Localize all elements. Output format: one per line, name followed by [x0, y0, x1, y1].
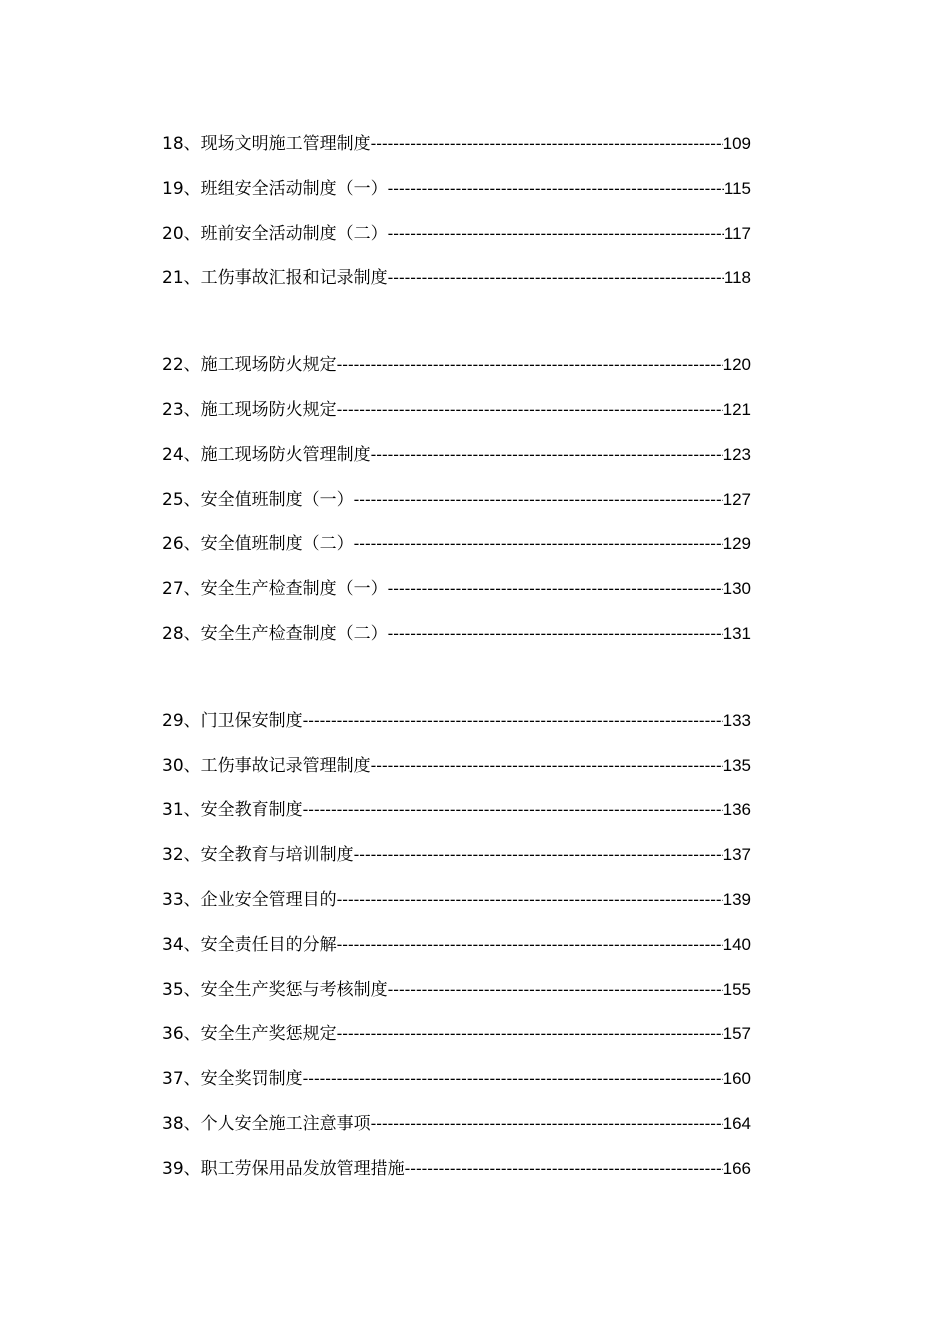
toc-entry[interactable]	[162, 218, 751, 263]
toc-entry[interactable]	[162, 573, 751, 618]
entry-number: 36、	[162, 1024, 201, 1045]
entry-number: 39、	[162, 1158, 201, 1179]
dot-leader	[337, 394, 723, 426]
entry-page-number: 160	[722, 1069, 751, 1089]
dot-leader	[388, 218, 724, 250]
entry-number: 29、	[162, 710, 201, 731]
entry-page-number: 139	[722, 889, 751, 909]
dot-leader	[337, 884, 723, 916]
entry-title: 安全值班制度（二）	[200, 534, 354, 555]
dot-leader	[388, 573, 723, 605]
entry-number: 19、	[162, 178, 201, 199]
dot-leader	[388, 262, 724, 294]
entry-title: 安全责任目的分解	[200, 934, 337, 955]
toc-entry[interactable]	[162, 750, 751, 795]
entry-title: 安全教育制度	[200, 800, 303, 821]
entry-page-number: 115	[723, 178, 751, 198]
entry-title: 安全生产检查制度（一）	[200, 579, 388, 600]
toc-entry[interactable]	[162, 349, 751, 394]
toc-entry[interactable]	[162, 618, 751, 663]
entry-number: 23、	[162, 399, 201, 420]
dot-leader	[371, 128, 723, 160]
entry-title: 施工现场防火管理制度	[200, 444, 371, 465]
toc-entry[interactable]	[162, 974, 751, 1019]
entry-number: 22、	[162, 355, 201, 376]
entry-number: 27、	[162, 579, 201, 600]
entry-page-number: 136	[722, 800, 751, 820]
dot-leader	[388, 974, 723, 1006]
entry-number: 28、	[162, 623, 201, 644]
entry-number: 34、	[162, 934, 201, 955]
entry-page-number: 121	[722, 399, 751, 419]
toc-entry[interactable]	[162, 394, 751, 439]
entry-title: 班组安全活动制度（一）	[200, 178, 388, 199]
dot-leader	[337, 349, 723, 381]
entry-page-number: 135	[722, 755, 751, 775]
entry-number: 18、	[162, 134, 201, 154]
entry-number: 20、	[162, 223, 201, 244]
dot-leader	[388, 618, 723, 650]
toc-group	[162, 705, 751, 1198]
entry-number: 38、	[162, 1113, 201, 1134]
toc-entry[interactable]	[162, 128, 751, 173]
toc-entry[interactable]	[162, 1063, 751, 1108]
toc-entry[interactable]	[162, 173, 751, 218]
entry-page-number: 155	[722, 979, 751, 999]
dot-leader	[303, 705, 723, 737]
entry-page-number: 166	[722, 1158, 751, 1178]
entry-page-number: 140	[722, 934, 751, 954]
dot-leader	[337, 1018, 723, 1050]
entry-title: 企业安全管理目的	[200, 889, 337, 910]
entry-title: 安全奖罚制度	[200, 1069, 303, 1090]
entry-title: 工伤事故记录管理制度	[200, 755, 371, 776]
toc-entry[interactable]	[162, 705, 751, 750]
toc-entry[interactable]	[162, 794, 751, 839]
entry-title: 个人安全施工注意事项	[200, 1113, 371, 1134]
toc-entry[interactable]	[162, 262, 751, 307]
entry-page-number: 123	[722, 444, 751, 464]
entry-title: 班前安全活动制度（二）	[200, 223, 388, 244]
entry-title: 安全教育与培训制度	[200, 845, 354, 866]
entry-number: 33、	[162, 889, 201, 910]
entry-page-number: 133	[722, 710, 751, 730]
dot-leader	[354, 484, 723, 516]
table-of-contents	[162, 128, 751, 1198]
toc-entry[interactable]	[162, 839, 751, 884]
entry-title: 施工现场防火规定	[200, 399, 337, 420]
entry-page-number: 157	[722, 1024, 751, 1044]
entry-title: 职工劳保用品发放管理措施	[200, 1158, 405, 1179]
dot-leader	[405, 1153, 723, 1185]
toc-entry[interactable]	[162, 884, 751, 929]
entry-page-number: 129	[722, 534, 751, 554]
entry-number: 25、	[162, 489, 201, 510]
entry-title: 安全生产奖惩与考核制度	[200, 979, 388, 1000]
entry-number: 26、	[162, 534, 201, 555]
toc-entry[interactable]	[162, 1018, 751, 1063]
dot-leader	[303, 794, 723, 826]
entry-number: 24、	[162, 444, 201, 465]
entry-page-number: 131	[722, 623, 751, 643]
entry-number: 35、	[162, 979, 201, 1000]
toc-group	[162, 128, 751, 307]
entry-page-number: 118	[723, 268, 751, 288]
toc-entry[interactable]	[162, 439, 751, 484]
dot-leader	[354, 528, 723, 560]
toc-entry[interactable]	[162, 1108, 751, 1153]
entry-page-number: 164	[722, 1113, 751, 1133]
toc-entry[interactable]	[162, 528, 751, 573]
entry-title: 门卫保安制度	[200, 710, 303, 731]
dot-leader	[337, 929, 723, 961]
toc-group	[162, 349, 751, 663]
toc-entry[interactable]	[162, 484, 751, 529]
entry-title: 现场文明施工管理制度	[200, 134, 371, 154]
entry-page-number: 137	[722, 845, 751, 865]
entry-number: 37、	[162, 1069, 201, 1090]
entry-page-number: 127	[722, 489, 751, 509]
entry-number: 32、	[162, 845, 201, 866]
dot-leader	[388, 173, 724, 205]
dot-leader	[371, 1108, 723, 1140]
entry-title: 安全生产奖惩规定	[200, 1024, 337, 1045]
entry-number: 31、	[162, 800, 201, 821]
entry-page-number: 117	[723, 223, 751, 243]
entry-title: 施工现场防火规定	[200, 355, 337, 376]
entry-page-number: 120	[722, 355, 751, 375]
toc-entry[interactable]	[162, 1153, 751, 1198]
entry-page-number: 130	[722, 579, 751, 599]
dot-leader	[371, 439, 723, 471]
toc-entry[interactable]	[162, 929, 751, 974]
dot-leader	[354, 839, 723, 871]
entry-title: 安全值班制度（一）	[200, 489, 354, 510]
entry-page-number: 109	[722, 134, 751, 153]
entry-number: 30、	[162, 755, 201, 776]
entry-title: 安全生产检查制度（二）	[200, 623, 388, 644]
entry-title: 工伤事故汇报和记录制度	[200, 268, 388, 289]
dot-leader	[371, 750, 723, 782]
dot-leader	[303, 1063, 723, 1095]
entry-number: 21、	[162, 268, 201, 289]
